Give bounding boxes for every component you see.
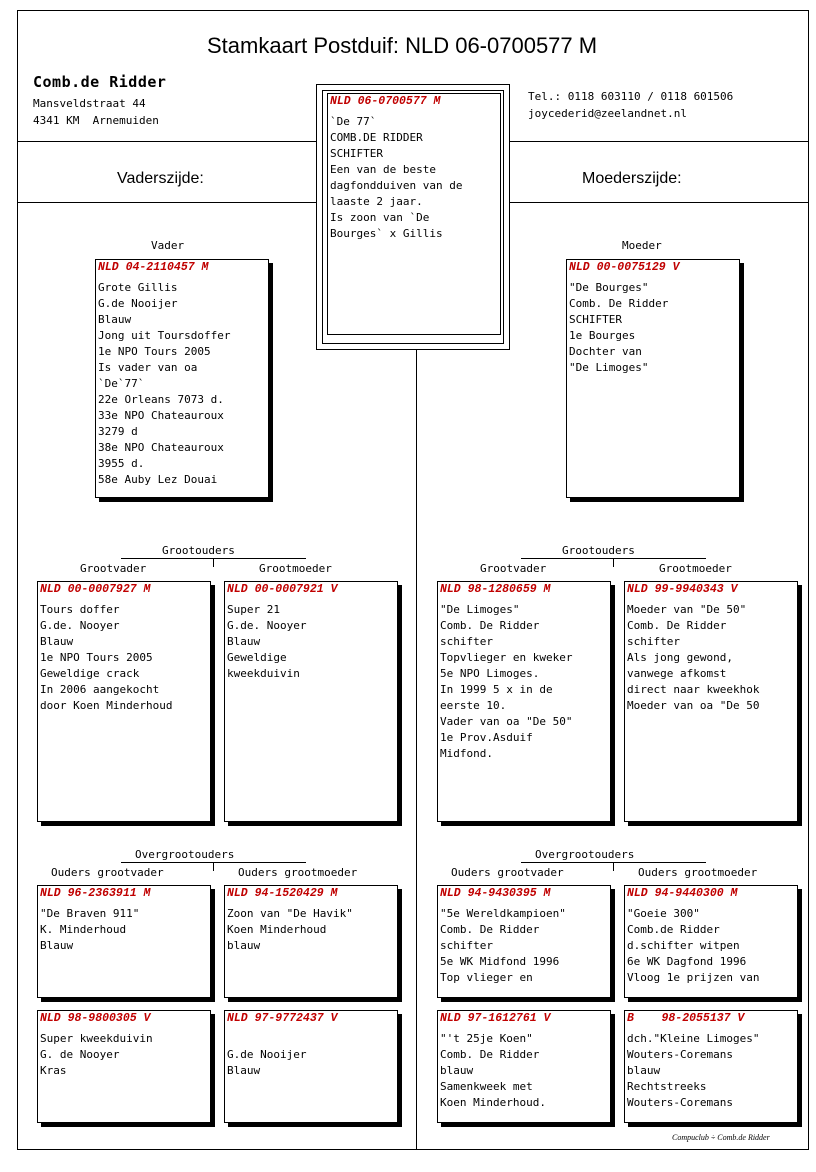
mff-line-1: Comb. De Ridder xyxy=(440,923,540,936)
great-grandparents-divider-mother xyxy=(613,862,614,871)
grandparents-divider-mother xyxy=(613,558,614,567)
mfm-line-0: "'t 25je Koen" xyxy=(440,1032,533,1045)
parents-grandmother-label-father: Ouders grootmoeder xyxy=(238,866,358,879)
ff-line-3: 1e NPO Tours 2005 xyxy=(40,651,153,664)
fmm-ring: NLD 97-9772437 V xyxy=(227,1012,338,1025)
fmm-line-2: Blauw xyxy=(227,1064,261,1077)
fmf-line-2: blauw xyxy=(227,939,261,952)
father-line-10: 38e NPO Chateauroux xyxy=(98,441,224,454)
mm-line-5: direct naar kweekhok xyxy=(627,683,760,696)
mother-ring: NLD 00-0075129 V xyxy=(569,261,680,274)
fmm-line-1: G.de Nooijer xyxy=(227,1048,307,1061)
page-title: Stamkaart Postduif: NLD 06-0700577 M xyxy=(207,33,598,58)
ffm-line-0: Super kweekduivin xyxy=(40,1032,153,1045)
mm-line-3: Als jong gewond, xyxy=(627,651,733,664)
mmf-line-4: Vloog 1e prijzen van xyxy=(627,971,760,984)
mmf-line-2: d.schifter witpen xyxy=(627,939,740,952)
mfm-line-1: Comb. De Ridder xyxy=(440,1048,540,1061)
ff-line-1: G.de. Nooyer xyxy=(40,619,120,632)
mother-card[interactable] xyxy=(566,259,740,498)
mf-line-4: 5e NPO Limoges. xyxy=(440,667,540,680)
mff-line-4: Top vlieger en xyxy=(440,971,533,984)
mmm-line-3: Rechtstreeks xyxy=(627,1080,707,1093)
father-line-7: 22e Orleans 7073 d. xyxy=(98,393,224,406)
father-line-0: Grote Gillis xyxy=(98,281,178,294)
father-line-11: 3955 d. xyxy=(98,457,145,470)
ff-line-6: door Koen Minderhoud xyxy=(40,699,173,712)
fmf-ring: NLD 94-1520429 M xyxy=(227,887,338,900)
parents-grandfather-label-father: Ouders grootvader xyxy=(51,866,164,879)
mf-line-1: Comb. De Ridder xyxy=(440,619,540,632)
mmm-line-2: blauw xyxy=(627,1064,661,1077)
subject-line-2: SCHIFTER xyxy=(330,147,383,160)
great-grandparents-heading-father: Overgrootouders xyxy=(135,848,235,861)
mff-card[interactable] xyxy=(437,885,611,998)
subject-lines xyxy=(328,111,500,242)
mm-line-4: vanwege afkomst xyxy=(627,667,727,680)
mf-card[interactable] xyxy=(437,581,611,822)
father-heading: Vader xyxy=(151,239,185,252)
father-line-5: Is vader van oa xyxy=(98,361,198,374)
footer-credit: Compuclub ÷ Comb.de Ridder xyxy=(672,1133,770,1142)
great-grandparents-divider-father xyxy=(213,862,214,871)
ffm-ring: NLD 98-9800305 V xyxy=(40,1012,151,1025)
ffm-line-2: Kras xyxy=(40,1064,67,1077)
mf-line-8: 1e Prov.Asduif xyxy=(440,731,533,744)
fm-card[interactable] xyxy=(224,581,398,822)
mf-line-0: "De Limoges" xyxy=(440,603,520,616)
mfm-line-4: Koen Minderhoud. xyxy=(440,1096,546,1109)
mother-heading: Moeder xyxy=(622,239,662,252)
ff-ring: NLD 00-0007927 M xyxy=(40,583,151,596)
fff-ring: NLD 96-2363911 M xyxy=(40,887,151,900)
fm-line-1: G.de. Nooyer xyxy=(227,619,307,632)
mmm-line-0: dch."Kleine Limoges" xyxy=(627,1032,760,1045)
grandfather-label-father: Grootvader xyxy=(80,562,147,575)
subject-ring: NLD 06-0700577 M xyxy=(330,95,441,108)
fm-line-3: Geweldige xyxy=(227,651,287,664)
fmf-line-0: Zoon van "De Havik" xyxy=(227,907,353,920)
mmf-line-0: "Goeie 300" xyxy=(627,907,700,920)
mf-line-2: schifter xyxy=(440,635,493,648)
mff-line-2: schifter xyxy=(440,939,493,952)
mother-line-0: "De Bourges" xyxy=(569,281,649,294)
mf-line-7: Vader van oa "De 50" xyxy=(440,715,573,728)
owner-email: joycederid@zeelandnet.nl xyxy=(528,107,687,120)
mm-card[interactable] xyxy=(624,581,798,822)
fff-line-0: "De Braven 911" xyxy=(40,907,140,920)
fm-ring: NLD 00-0007921 V xyxy=(227,583,338,596)
owner-phone: Tel.: 0118 603110 / 0118 601506 xyxy=(528,90,734,103)
subject-line-5: laaste 2 jaar. xyxy=(330,195,423,208)
mother-line-4: Dochter van xyxy=(569,345,642,358)
father-line-4: 1e NPO Tours 2005 xyxy=(98,345,211,358)
mmm-ring: B 98-2055137 V xyxy=(627,1012,745,1025)
subject-line-4: dagfondduiven van de xyxy=(330,179,463,192)
subject-card-body xyxy=(327,93,501,335)
fm-line-4: kweekduivin xyxy=(227,667,300,680)
ff-line-5: In 2006 aangekocht xyxy=(40,683,160,696)
parents-grandfather-label-mother: Ouders grootvader xyxy=(451,866,564,879)
mmf-card[interactable] xyxy=(624,885,798,998)
father-ring: NLD 04-2110457 M xyxy=(98,261,209,274)
mm-line-2: schifter xyxy=(627,635,680,648)
subject-line-6: Is zoon van `De xyxy=(330,211,430,224)
mmf-line-1: Comb.de Ridder xyxy=(627,923,720,936)
owner-street: Mansveldstraat 44 xyxy=(33,97,146,110)
subject-line-0: `De 77` xyxy=(330,115,377,128)
mmm-line-1: Wouters-Coremans xyxy=(627,1048,733,1061)
mother-line-1: Comb. De Ridder xyxy=(569,297,669,310)
owner-name: Comb.de Ridder xyxy=(33,73,167,91)
ff-card[interactable] xyxy=(37,581,211,822)
mfm-line-3: Samenkweek met xyxy=(440,1080,533,1093)
fm-line-2: Blauw xyxy=(227,635,261,648)
ff-line-4: Geweldige crack xyxy=(40,667,140,680)
mfm-card[interactable] xyxy=(437,1010,611,1123)
grandparents-heading-father: Grootouders xyxy=(162,544,235,557)
mmf-ring: NLD 94-9440300 M xyxy=(627,887,738,900)
parents-grandmother-label-mother: Ouders grootmoeder xyxy=(638,866,758,879)
fmf-card[interactable] xyxy=(224,885,398,998)
fmf-line-1: Koen Minderhoud xyxy=(227,923,327,936)
fmm-line-0 xyxy=(227,1031,397,1047)
fff-card[interactable] xyxy=(37,885,211,998)
father-line-9: 3279 d xyxy=(98,425,138,438)
subject-line-1: COMB.DE RIDDER xyxy=(330,131,423,144)
mmf-line-3: 6e WK Dagfond 1996 xyxy=(627,955,747,968)
ffm-line-1: G. de Nooyer xyxy=(40,1048,120,1061)
grandmother-label-father: Grootmoeder xyxy=(259,562,332,575)
subject-line-7: Bourges` x Gillis xyxy=(330,227,443,240)
fff-line-1: K. Minderhoud xyxy=(40,923,127,936)
great-grandparents-heading-mother: Overgrootouders xyxy=(535,848,635,861)
father-line-8: 33e NPO Chateauroux xyxy=(98,409,224,422)
mm-ring: NLD 99-9940343 V xyxy=(627,583,738,596)
mf-ring: NLD 98-1280659 M xyxy=(440,583,551,596)
mother-line-3: 1e Bourges xyxy=(569,329,636,342)
fmm-card[interactable] xyxy=(224,1010,398,1123)
mmm-line-4: Wouters-Coremans xyxy=(627,1096,733,1109)
mff-line-0: "5e Wereldkampioen" xyxy=(440,907,566,920)
father-card[interactable] xyxy=(95,259,269,498)
mf-line-9: Midfond. xyxy=(440,747,493,760)
ff-line-2: Blauw xyxy=(40,635,74,648)
father-line-12: 58e Auby Lez Douai xyxy=(98,473,218,486)
mf-line-6: eerste 10. xyxy=(440,699,507,712)
mother-line-5: "De Limoges" xyxy=(569,361,649,374)
mm-line-0: Moeder van "De 50" xyxy=(627,603,747,616)
ffm-card[interactable] xyxy=(37,1010,211,1123)
grandparents-divider-father xyxy=(213,558,214,567)
mm-line-6: Moeder van oa "De 50 xyxy=(627,699,760,712)
father-line-6: `De`77` xyxy=(98,377,145,390)
mff-line-3: 5e WK Midfond 1996 xyxy=(440,955,560,968)
mfm-ring: NLD 97-1612761 V xyxy=(440,1012,551,1025)
grandparents-heading-mother: Grootouders xyxy=(562,544,635,557)
mf-line-3: Topvlieger en kweker xyxy=(440,651,573,664)
ff-line-0: Tours doffer xyxy=(40,603,120,616)
owner-city: 4341 KM Arnemuiden xyxy=(33,114,159,127)
mmm-card[interactable] xyxy=(624,1010,798,1123)
father-line-3: Jong uit Toursdoffer xyxy=(98,329,231,342)
father-line-2: Blauw xyxy=(98,313,132,326)
mff-ring: NLD 94-9430395 M xyxy=(440,887,551,900)
father-line-1: G.de Nooijer xyxy=(98,297,178,310)
mfm-line-2: blauw xyxy=(440,1064,474,1077)
mf-line-5: In 1999 5 x in de xyxy=(440,683,553,696)
grandfather-label-mother: Grootvader xyxy=(480,562,547,575)
mother-line-2: SCHIFTER xyxy=(569,313,622,326)
fff-line-2: Blauw xyxy=(40,939,74,952)
grandmother-label-mother: Grootmoeder xyxy=(659,562,732,575)
mm-line-1: Comb. De Ridder xyxy=(627,619,727,632)
subject-line-3: Een van de beste xyxy=(330,163,436,176)
mother-side-label: Moederszijde: xyxy=(582,170,682,187)
fm-line-0: Super 21 xyxy=(227,603,280,616)
father-side-label: Vaderszijde: xyxy=(117,170,204,187)
